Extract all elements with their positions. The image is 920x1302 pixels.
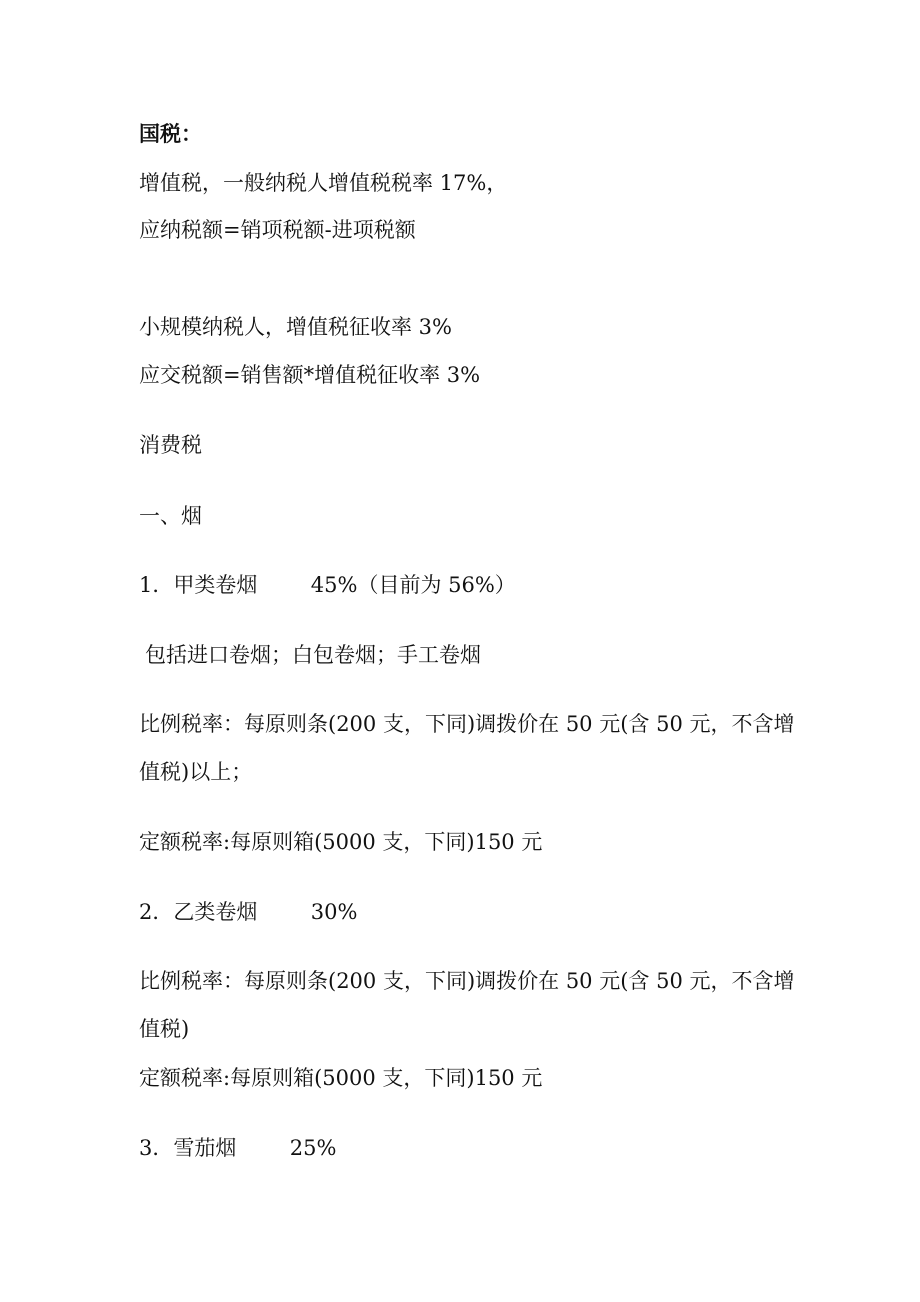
consumption-tax-heading: 消费税 xyxy=(139,433,202,457)
class-b-fixed-rate-line: 定额税率:每原则箱(5000 支，下同)150 元 xyxy=(139,1066,543,1090)
class-a-cigarette-line: 1．甲类卷烟 45%（目前为 56%） xyxy=(139,573,516,597)
vat-formula-line: 应纳税额=销项税额-进项税额 xyxy=(139,218,416,242)
small-taxpayer-formula-line: 应交税额=销售额*增值税征收率 3% xyxy=(139,363,481,387)
class-a-includes-line: 包括进口卷烟；白包卷烟；手工卷烟 xyxy=(145,643,481,667)
class-a-fixed-rate-line: 定额税率:每原则箱(5000 支，下同)150 元 xyxy=(139,830,543,854)
class-a-ratio-rate-line: 比例税率：每原则条(200 支，下同)调拨价在 50 元(含 50 元，不含增 xyxy=(139,712,795,736)
class-b-cigarette-line: 2．乙类卷烟 30% xyxy=(139,900,358,924)
class-b-ratio-rate-line: 比例税率：每原则条(200 支，下同)调拨价在 50 元(含 50 元，不含增 xyxy=(139,969,795,993)
small-taxpayer-rate-line: 小规模纳税人，增值税征收率 3% xyxy=(139,315,452,339)
section-tobacco-heading: 一、烟 xyxy=(139,504,202,528)
class-a-ratio-rate-cont-line: 值税)以上； xyxy=(139,760,253,784)
heading-national-tax: 国税： xyxy=(139,121,202,146)
vat-general-rate-line: 增值税，一般纳税人增值税税率 17%， xyxy=(139,171,508,195)
cigar-line: 3．雪茄烟 25% xyxy=(139,1136,337,1160)
class-b-ratio-rate-cont-line: 值税) xyxy=(139,1017,190,1041)
